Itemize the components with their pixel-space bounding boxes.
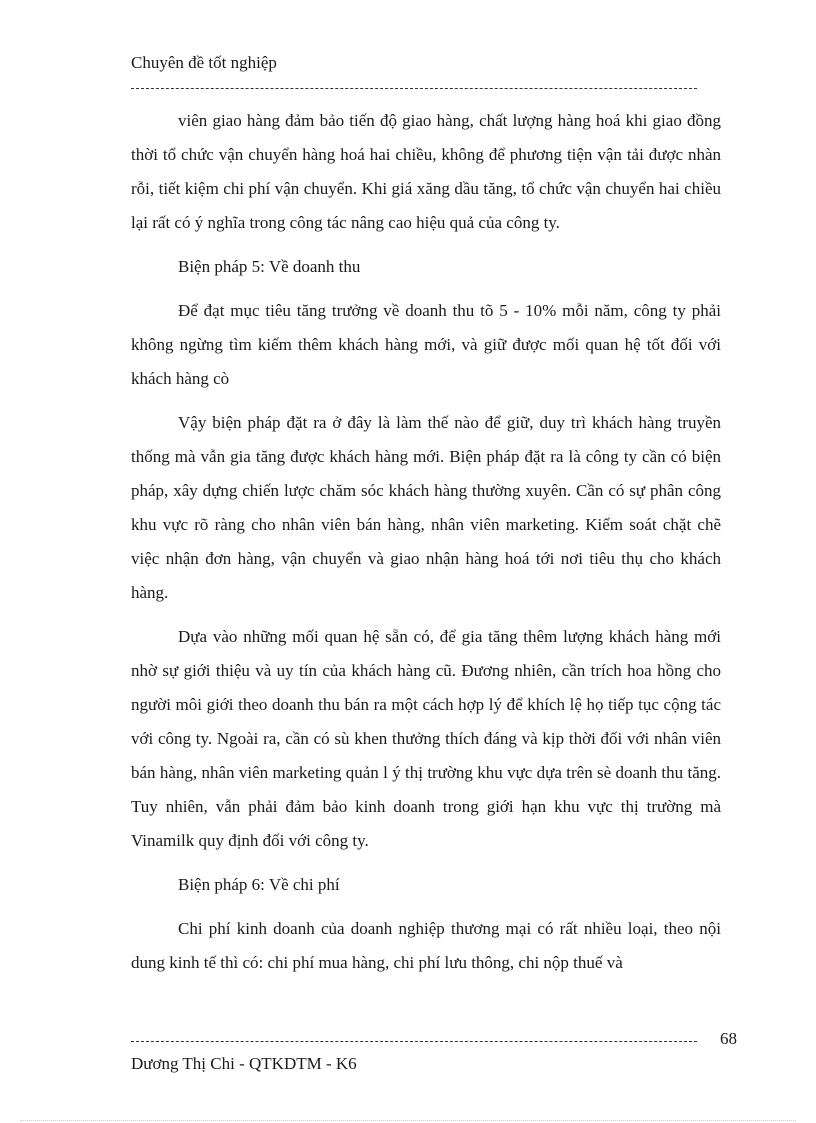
page-edge-divider	[20, 1120, 796, 1121]
footer-divider	[131, 1041, 697, 1042]
paragraph-referrals: Dựa vào những mối quan hệ sẵn có, để gia tăng thêm lượng khách hàng mới nhờ sự giới thiệu và uy tín của khách hàng cũ. Đương nhiên, cần trích hoa hồng cho người môi giới theo doanh thu bán ra một cách hợp lý để khích lệ họ tiếp tục cộng tác với công ty. Ngoài ra, cần có sù khen thưởng thích đáng và kịp thời đối với nhân viên bán hàng, nhân viên marketing quản l ý thị trường khu vực dựa trên sè doanh thu tăng. Tuy nhiên, vẫn phải đảm bảo kinh doanh trong giới hạn khu vực thị trường mà Vinamilk quy định đối với công ty.	[131, 627, 721, 850]
paragraph-continuation: viên giao hàng đảm bảo tiến độ giao hàng, chất lượng hàng hoá khi giao đồng thời tổ chức vận chuyển hàng hoá hai chiều, không để phương tiện vận tải được nhàn rỗi, tiết kiệm chi phí vận chuyển. Khi giá xăng dầu tăng, tổ chức vận chuyển hai chiều lại rất có ý nghĩa trong công tác nâng cao hiệu quả của công ty.	[131, 111, 721, 232]
paragraph-customer-retention: Vậy biện pháp đặt ra ở đây là làm thế nào để giữ, duy trì khách hàng truyền thống mà vẫn gia tăng được khách hàng mới. Biện pháp đặt ra là công ty cần có biện pháp, xây dựng chiến lược chăm sóc khách hàng thường xuyên. Cần có sự phân công khu vực rõ ràng cho nhân viên bán hàng, nhân viên marketing. Kiểm soát chặt chẽ việc nhận đơn hàng, vận chuyển và giao nhận hàng hoá tới nơi tiêu thụ cho khách hàng.	[131, 413, 721, 602]
footer-author: Dương Thị Chi - QTKDTM - K6	[131, 1054, 357, 1073]
page-number: 68	[720, 1029, 737, 1048]
section-heading-measure-5: Biện pháp 5: Về doanh thu	[178, 257, 361, 276]
paragraph-revenue-target: Để đạt mục tiêu tăng trưởng về doanh thu tõ 5 - 10% mỗi năm, công ty phải không ngừng tìm kiếm thêm khách hàng mới, và giữ được mối quan hệ tốt đối với khách hàng cò	[131, 301, 721, 388]
section-heading-measure-6: Biện pháp 6: Về chi phí	[178, 875, 340, 894]
header-divider	[131, 88, 697, 89]
header-title: Chuyên đề tốt nghiệp	[131, 53, 277, 72]
paragraph-costs: Chi phí kinh doanh của doanh nghiệp thương mại có rất nhiều loại, theo nội dung kinh tế thì có: chi phí mua hàng, chi phí lưu thông, chi nộp thuế và	[131, 919, 721, 972]
body-text	[131, 104, 721, 980]
